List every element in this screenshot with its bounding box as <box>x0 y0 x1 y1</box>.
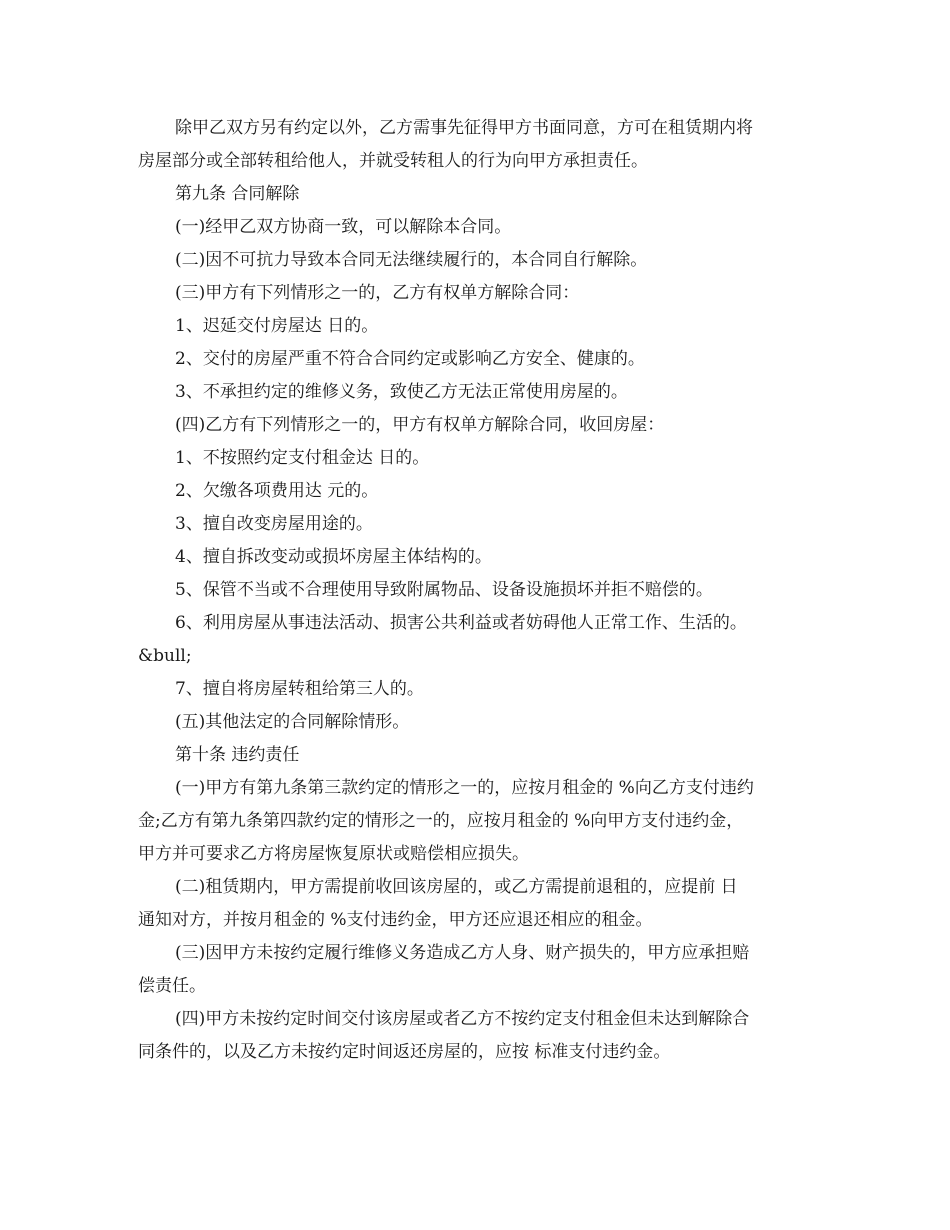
sublease-clause-line-2: 房屋部分或全部转租给他人，并就受转租人的行为向甲方承担责任。 <box>138 151 648 171</box>
article-9-item-4-sub-1: 1、不按照约定支付租金达 日的。 <box>175 448 430 468</box>
article-9-item-4-sub-6: 6、利用房屋从事违法活动、损害公共利益或者妨碍他人正常工作、生活的。 <box>175 613 747 633</box>
article-9-item-3: (三)甲方有下列情形之一的，乙方有权单方解除合同： <box>175 283 580 303</box>
article-9-item-2: (二)因不可抗力导致本合同无法继续履行的，本合同自行解除。 <box>175 250 648 270</box>
article-10-item-3-line-2: 偿责任。 <box>138 976 206 996</box>
article-10-item-4-line-2: 同条件的，以及乙方未按约定时间返还房屋的，应按 标准支付违约金。 <box>138 1042 671 1062</box>
article-9-item-1: (一)经甲乙双方协商一致，可以解除本合同。 <box>175 217 512 237</box>
article-10-item-2-line-2: 通知对方，并按月租金的 %支付违约金，甲方还应退还相应的租金。 <box>138 910 653 930</box>
article-9-item-4-sub-2: 2、欠缴各项费用达 元的。 <box>175 481 379 501</box>
article-9-item-4-sub-7: 7、擅自将房屋转租给第三人的。 <box>175 679 424 699</box>
article-9-item-4-sub-4: 4、擅自拆改变动或损坏房屋主体结构的。 <box>175 547 492 567</box>
article-9-item-3-sub-1: 1、迟延交付房屋达 日的。 <box>175 316 379 336</box>
article-10-item-2-line-1: (二)租赁期内，甲方需提前收回该房屋的，或乙方需提前退租的，应提前 日 <box>175 877 738 897</box>
stray-entity-text: &bull; <box>138 646 192 666</box>
article-10-item-1-line-2: 金;乙方有第九条第四款约定的情形之一的，应按月租金的 %向甲方支付违约金， <box>138 811 744 831</box>
article-10-heading: 第十条 违约责任 <box>175 745 300 765</box>
sublease-clause-line-1: 除甲乙双方另有约定以外，乙方需事先征得甲方书面同意，方可在租赁期内将 <box>175 118 753 138</box>
article-10-item-1-line-1: (一)甲方有第九条第三款约定的情形之一的，应按月租金的 %向乙方支付违约 <box>175 778 754 798</box>
article-10-item-3-line-1: (三)因甲方未按约定履行维修义务造成乙方人身、财产损失的，甲方应承担赔 <box>175 943 750 963</box>
contract-text <box>138 112 828 1069</box>
article-10-item-4-line-1: (四)甲方未按约定时间交付该房屋或者乙方不按约定支付租金但未达到解除合 <box>175 1009 750 1029</box>
article-9-item-3-sub-2: 2、交付的房屋严重不符合合同约定或影响乙方安全、健康的。 <box>175 349 645 369</box>
article-9-heading: 第九条 合同解除 <box>175 184 300 204</box>
article-10-item-1-line-3: 甲方并可要求乙方将房屋恢复原状或赔偿相应损失。 <box>138 844 529 864</box>
article-9-item-3-sub-3: 3、不承担约定的维修义务，致使乙方无法正常使用房屋的。 <box>175 382 628 402</box>
article-9-item-5: (五)其他法定的合同解除情形。 <box>175 712 410 732</box>
article-9-item-4-sub-3: 3、擅自改变房屋用途的。 <box>175 514 373 534</box>
article-9-item-4-sub-5: 5、保管不当或不合理使用导致附属物品、设备设施损坏并拒不赔偿的。 <box>175 580 713 600</box>
article-9-item-4: (四)乙方有下列情形之一的，甲方有权单方解除合同，收回房屋： <box>175 415 665 435</box>
